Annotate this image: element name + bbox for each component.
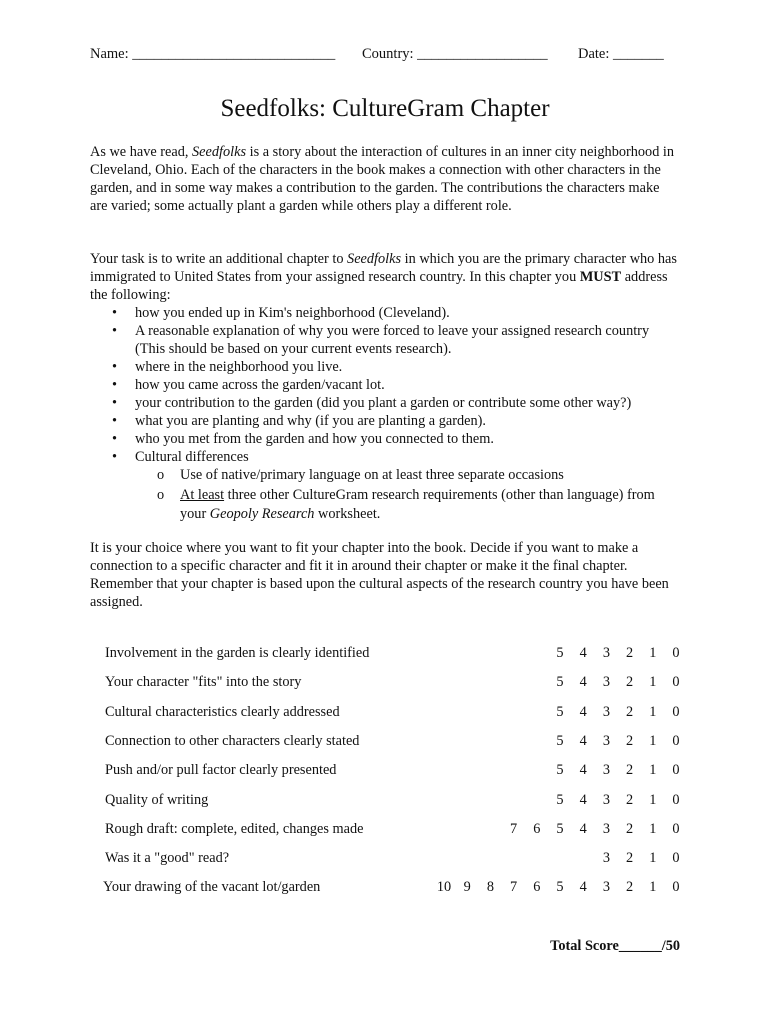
rubric-score-option: 2: [626, 674, 634, 691]
task-text-end: address the following:: [90, 269, 668, 303]
rubric-score-option: 2: [626, 762, 634, 779]
rubric-criterion: Push and/or pull factor clearly presented: [105, 762, 337, 779]
rubric-criterion: Your drawing of the vacant lot/garden: [103, 879, 321, 896]
choice-paragraph: It is your choice where you want to fit your chapter into the book. Decide if you want to make a connection to a specific character and fit it in around their chapter or make it the final chapter. Remember that your chapter is based upon the cultural aspects of the research country you have been assigned.: [90, 540, 669, 610]
requirement-item-text: your contribution to the garden (did you plant a garden or contribute some other way?): [135, 395, 632, 411]
rubric-score-option: 5: [556, 879, 564, 896]
requirement-item-text: Cultural differences: [135, 449, 249, 465]
requirement-item-text: who you met from the garden and how you connected to them.: [135, 431, 494, 447]
rubric-score-option: 3: [602, 879, 610, 896]
rubric-score-option: 3: [602, 820, 610, 837]
rubric-row: [0, 821, 770, 841]
rubric-score-option: 5: [556, 762, 564, 779]
rubric-score-option: 4: [579, 820, 587, 837]
rubric-score-option: 3: [602, 703, 610, 720]
total-score: Total Score______/50: [550, 938, 680, 954]
rubric-score-option: 1: [649, 762, 657, 779]
rubric-score-option: 0: [672, 850, 680, 867]
sublist-item-text: Use of native/primary language on at least three separate occasions: [180, 467, 564, 483]
name-field-label: Name: ____________________________: [90, 46, 336, 62]
bullet-icon: •: [112, 323, 118, 339]
rubric-row: [0, 792, 770, 812]
rubric-score-option: 4: [579, 791, 587, 808]
rubric-criterion: Rough draft: complete, edited, changes made: [105, 820, 364, 837]
rubric-score-option: 0: [672, 732, 680, 749]
rubric-score-option: 0: [672, 762, 680, 779]
requirements-list: [90, 304, 680, 466]
rubric-score-option: 3: [602, 762, 610, 779]
rubric-score-option: 1: [649, 674, 657, 691]
bullet-icon: •: [112, 395, 118, 411]
rubric-score-option: 1: [649, 645, 657, 661]
rubric-score-option: 3: [602, 791, 610, 808]
requirement-item-text: A reasonable explanation of why you were forced to leave your assigned research country (This should be based on your current events research).: [135, 323, 650, 357]
rubric-criterion: Quality of writing: [105, 791, 209, 808]
rubric-score-option: 2: [626, 850, 634, 867]
sublist-item-text: three other CultureGram research requirements (other than language) from your: [180, 486, 655, 522]
requirement-item: [90, 448, 680, 466]
rubric-row: [0, 704, 770, 724]
requirement-item-text: how you came across the garden/vacant lot.: [135, 377, 385, 393]
rubric-score-option: 8: [486, 879, 494, 896]
rubric-score-option: 7: [510, 879, 518, 896]
rubric-score-option: 4: [579, 645, 587, 661]
rubric-row: [0, 850, 770, 870]
intro-paragraph: [90, 143, 680, 215]
sublist-item: [90, 486, 680, 525]
rubric-score-option: 5: [556, 732, 564, 749]
requirement-item: [90, 376, 680, 394]
rubric-score-option: 0: [672, 791, 680, 808]
bullet-icon: •: [112, 413, 118, 429]
rubric-row: [0, 674, 770, 694]
rubric-score-option: 2: [626, 703, 634, 720]
rubric-score-option: 6: [533, 879, 541, 896]
rubric-criterion: Involvement in the garden is clearly identified: [105, 645, 370, 661]
requirement-item: [90, 304, 680, 322]
rubric-score-option: 7: [510, 820, 518, 837]
rubric-score-option: 4: [579, 879, 587, 896]
requirement-item: [90, 412, 680, 430]
task-text-start: Your task is to write an additional chapter to: [90, 251, 348, 267]
requirement-item-text: how you ended up in Kim's neighborhood (Cleveland).: [135, 305, 450, 321]
requirement-item-text: what you are planting and why (if you are planting a garden).: [135, 413, 486, 429]
rubric-score-option: 10: [436, 879, 452, 896]
rubric-score-option: 6: [533, 820, 541, 837]
rubric-criterion: Cultural characteristics clearly addressed: [105, 703, 340, 720]
country-field-label: Country: __________________: [362, 46, 548, 62]
rubric-score-option: 4: [579, 732, 587, 749]
rubric-score-option: 1: [649, 850, 657, 867]
rubric-score-option: 2: [626, 879, 634, 896]
rubric-score-option: 5: [556, 703, 564, 720]
page-title: Seedfolks: CultureGram Chapter: [220, 95, 550, 122]
intro-book-title: Seedfolks: [192, 144, 247, 160]
rubric-score-option: 5: [556, 645, 564, 661]
sub-bullet-icon: o: [157, 467, 165, 483]
rubric-score-option: 4: [579, 703, 587, 720]
bullet-icon: •: [112, 305, 118, 321]
requirement-item: [90, 394, 680, 412]
task-paragraph: [90, 250, 680, 304]
rubric-score-option: 1: [649, 879, 657, 896]
task-must-emphasis: MUST: [579, 269, 622, 285]
geopoly-research-italic: Geopoly Research: [209, 506, 315, 522]
requirement-item-text: where in the neighborhood you live.: [135, 359, 343, 375]
rubric-score-option: 4: [579, 674, 587, 691]
task-text-middle: in which you are the primary character who has immigrated to United States from your assigned research country. In this chapter you: [90, 251, 677, 285]
rubric-score-option: 3: [602, 850, 610, 867]
rubric-row: [0, 645, 770, 665]
bullet-icon: •: [112, 431, 118, 447]
task-section: [90, 250, 680, 525]
sub-bullet-icon: o: [157, 486, 165, 503]
intro-text-rest: is a story about the interaction of cultures in an inner city neighborhood in Cleveland, Ohio. Each of the characters in the book makes a connection with other characters in the garden, and in some way makes a contribution to the garden. The contributions the characters make are varied; some actually plant a garden while others play a different role.: [90, 144, 675, 214]
rubric-score-option: 5: [556, 674, 564, 691]
bullet-icon: •: [112, 449, 118, 465]
rubric-score-option: 2: [626, 791, 634, 808]
rubric-score-option: 2: [626, 820, 634, 837]
rubric-score-option: 1: [649, 791, 657, 808]
rubric-score-option: 2: [626, 645, 634, 661]
rubric-score-option: 3: [602, 674, 610, 691]
rubric-score-option: 3: [602, 732, 610, 749]
rubric-score-option: 0: [672, 674, 680, 691]
rubric-score-option: 3: [602, 645, 610, 661]
rubric-criterion: Connection to other characters clearly stated: [105, 732, 360, 749]
requirement-item: [90, 430, 680, 448]
rubric-score-option: 1: [649, 820, 657, 837]
rubric-row: [0, 762, 770, 782]
rubric-score-option: 0: [672, 879, 680, 896]
sublist-item-text-end: worksheet.: [314, 506, 381, 522]
task-book-title: Seedfolks: [347, 251, 402, 267]
rubric-score-option: 0: [672, 703, 680, 720]
cultural-differences-sublist: [90, 466, 680, 525]
at-least-underlined: At least: [180, 486, 225, 503]
rubric-criterion: Your character "fits" into the story: [105, 674, 302, 691]
requirement-item: [90, 358, 680, 376]
sublist-item: [90, 466, 680, 486]
rubric-row: [0, 879, 770, 899]
rubric-score-option: 0: [672, 820, 680, 837]
requirement-item: [90, 322, 680, 358]
rubric-score-option: 4: [579, 762, 587, 779]
rubric-row: [0, 733, 770, 753]
rubric-score-option: 5: [556, 791, 564, 808]
rubric-criterion: Was it a "good" read?: [105, 850, 230, 867]
bullet-icon: •: [112, 377, 118, 393]
rubric-score-option: 9: [463, 879, 471, 896]
date-field-label: Date: _______: [578, 46, 664, 62]
rubric-score-option: 2: [626, 732, 634, 749]
rubric-score-option: 1: [649, 732, 657, 749]
bullet-icon: •: [112, 359, 118, 375]
header-fields: [90, 46, 690, 66]
intro-text-start: As we have read,: [90, 144, 193, 160]
rubric-score-option: 1: [649, 703, 657, 720]
rubric-score-option: 0: [672, 645, 680, 661]
rubric-score-option: 5: [556, 820, 564, 837]
